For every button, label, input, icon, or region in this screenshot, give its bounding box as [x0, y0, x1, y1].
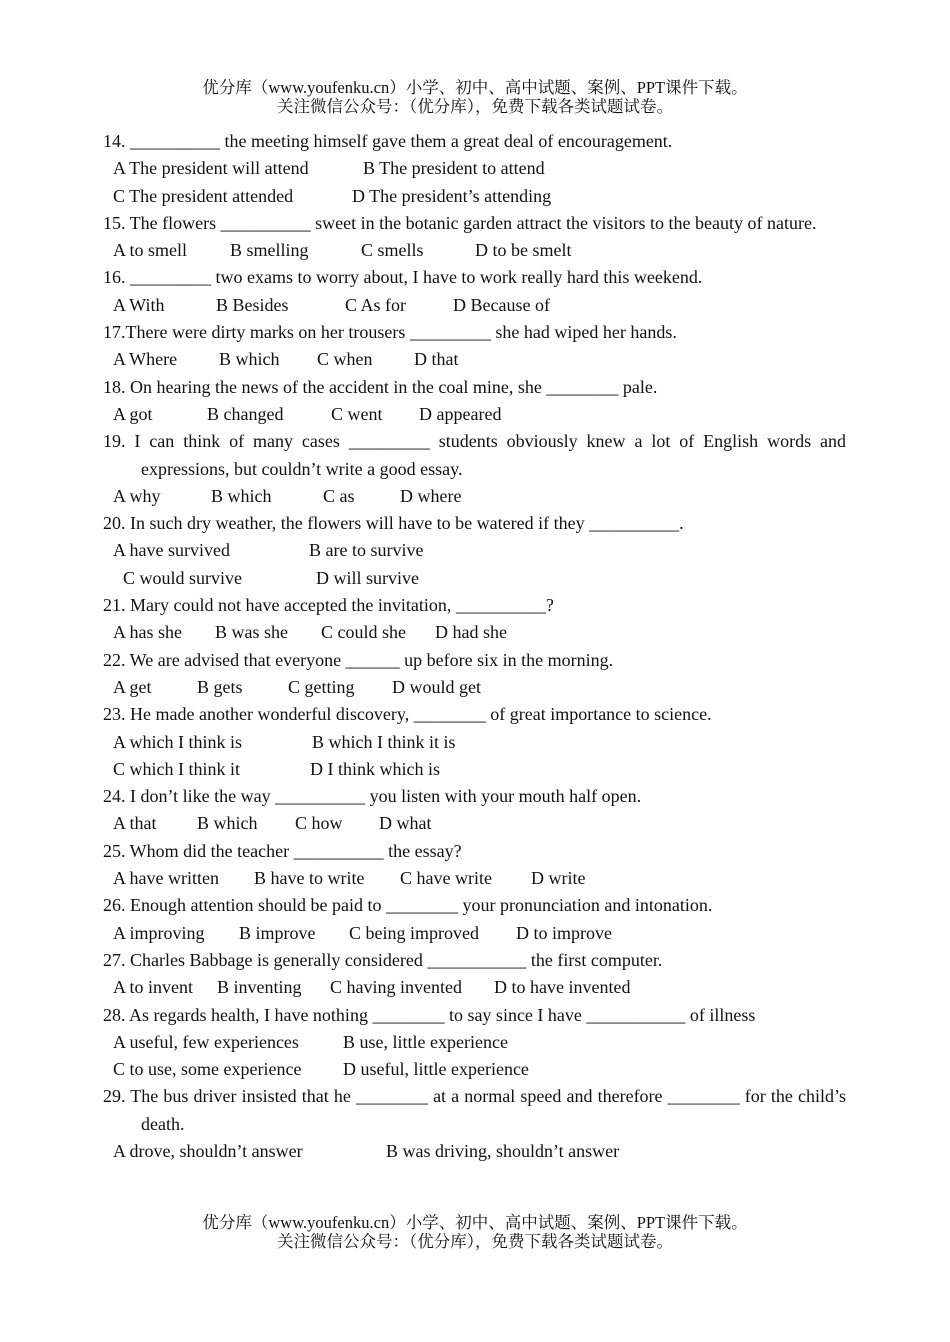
question-stem: 25. Whom did the teacher __________ the essay?: [103, 840, 462, 861]
question-stem: 15. The flowers __________ sweet in the botanic garden attract the visitors to the beauty of nature.: [103, 212, 817, 233]
option: B improve: [239, 922, 316, 943]
option: A improving: [113, 922, 205, 943]
option: C being improved: [349, 922, 479, 943]
question-stem: 27. Charles Babbage is generally considered ___________ the first computer.: [103, 949, 663, 970]
option: B have to write: [254, 868, 365, 889]
option: D useful, little experience: [343, 1059, 529, 1080]
option: A get: [113, 676, 152, 697]
question-list: [103, 128, 846, 1165]
options-row: [103, 1056, 846, 1083]
question-stem: 18. On hearing the news of the accident in the coal mine, she ________ pale.: [103, 376, 658, 397]
options-row: [103, 401, 846, 428]
option: B which: [219, 349, 280, 370]
option: C went: [331, 403, 383, 424]
option: B The president to attend: [363, 158, 545, 179]
question-stem: 21. Mary could not have accepted the invitation, __________?: [103, 595, 554, 616]
option: B are to survive: [309, 540, 424, 561]
option: B which: [211, 485, 272, 506]
options-row: [103, 810, 846, 837]
option: A The president will attend: [113, 158, 309, 179]
option: B was she: [215, 622, 288, 643]
option: B which I think it is: [312, 731, 456, 752]
option: C when: [317, 349, 373, 370]
option: D appeared: [419, 403, 502, 424]
footer-line-2: 关注微信公众号：（优分库），免费下载各类试题试卷。: [277, 1232, 673, 1251]
option: A have written: [113, 868, 219, 889]
question-stem: 22. We are advised that everyone ______ up before six in the morning.: [103, 649, 614, 670]
option: D what: [379, 813, 432, 834]
page-footer: [0, 1213, 950, 1251]
options-row: [103, 974, 846, 1001]
option: D Because of: [453, 294, 550, 315]
options-row: [103, 1138, 846, 1165]
question-stem: 16. _________ two exams to worry about, I have to work really hard this weekend.: [103, 267, 703, 288]
options-row: [103, 483, 846, 510]
options-row: [103, 865, 846, 892]
options-row: [103, 292, 846, 319]
option: C As for: [345, 294, 407, 315]
options-row: [103, 237, 846, 264]
option: A Where: [113, 349, 178, 370]
options-row: [103, 619, 846, 646]
options-row: [103, 346, 846, 373]
option: D that: [414, 349, 459, 370]
options-row: [103, 756, 846, 783]
option: A to invent: [113, 977, 193, 998]
option: D where: [400, 485, 462, 506]
header-line-1: 优分库（www.youfenku.cn）小学、初中、高中试题、案例、PPT课件下载。: [202, 78, 748, 97]
options-row: [103, 183, 846, 210]
option: B smelling: [230, 240, 309, 261]
option: D to have invented: [494, 977, 631, 998]
page-header: [0, 78, 950, 116]
option: A has she: [113, 622, 182, 643]
option: A With: [113, 294, 165, 315]
option: B changed: [207, 403, 284, 424]
option: C smells: [361, 240, 424, 261]
option: D to be smelt: [475, 240, 572, 261]
option: A have survived: [113, 540, 230, 561]
option: B Besides: [216, 294, 289, 315]
option: D would get: [392, 676, 481, 697]
question-stem: 24. I don’t like the way __________ you listen with your mouth half open.: [103, 786, 642, 807]
option: B use, little experience: [343, 1031, 508, 1052]
option: D had she: [435, 622, 507, 643]
question-stem: 28. As regards health, I have nothing ________ to say since I have ___________ of illness: [103, 1004, 756, 1025]
options-row: [103, 920, 846, 947]
options-row: [103, 1029, 846, 1056]
option: D will survive: [316, 567, 419, 588]
option: D to improve: [516, 922, 612, 943]
question-stem: 14. __________ the meeting himself gave them a great deal of encouragement.: [103, 131, 673, 151]
option: D The president’s attending: [352, 185, 552, 206]
options-row: [103, 565, 846, 592]
options-row: [103, 674, 846, 701]
option: C have write: [400, 868, 492, 889]
option: B inventing: [217, 977, 302, 998]
question-stem: 29. The bus driver insisted that he ________ at a normal speed and therefore ________ for the child’s death.: [103, 1086, 846, 1134]
option: C could she: [321, 622, 406, 643]
option: D write: [531, 868, 586, 889]
option: B which: [197, 813, 258, 834]
option: C having invented: [330, 977, 462, 998]
option: A useful, few experiences: [113, 1031, 299, 1052]
option: C The president attended: [113, 185, 294, 206]
question-stem: 26. Enough attention should be paid to ________ your pronunciation and intonation.: [103, 895, 713, 916]
option: B was driving, shouldn’t answer: [386, 1140, 620, 1161]
option: C as: [323, 485, 355, 506]
option: C to use, some experience: [113, 1059, 302, 1080]
option: A which I think is: [113, 731, 242, 752]
footer-line-1: 优分库（www.youfenku.cn）小学、初中、高中试题、案例、PPT课件下载。: [202, 1213, 748, 1232]
options-row: [103, 155, 846, 182]
option: A drove, shouldn’t answer: [113, 1140, 303, 1161]
header-line-2: 关注微信公众号：（优分库），免费下载各类试题试卷。: [277, 97, 673, 116]
option: A got: [113, 403, 153, 424]
option: C getting: [288, 676, 355, 697]
question-stem: 23. He made another wonderful discovery, ________ of great importance to science.: [103, 704, 712, 725]
option: A that: [113, 813, 157, 834]
question-stem: 19. I can think of many cases _________ students obviously knew a lot of English words and expressions, but couldn’t write a good essay.: [103, 431, 846, 479]
question-stem: 17.There were dirty marks on her trousers _________ she had wiped her hands.: [103, 322, 677, 343]
options-row: [103, 537, 846, 564]
option: B gets: [197, 676, 243, 697]
question-stem: 20. In such dry weather, the flowers will have to be watered if they __________.: [103, 513, 684, 534]
option: A to smell: [113, 240, 188, 261]
option: C how: [295, 813, 343, 834]
option: C which I think it: [113, 758, 240, 779]
options-row: [103, 729, 846, 756]
option: D I think which is: [310, 758, 440, 779]
option: C would survive: [123, 567, 242, 588]
option: A why: [113, 485, 161, 506]
